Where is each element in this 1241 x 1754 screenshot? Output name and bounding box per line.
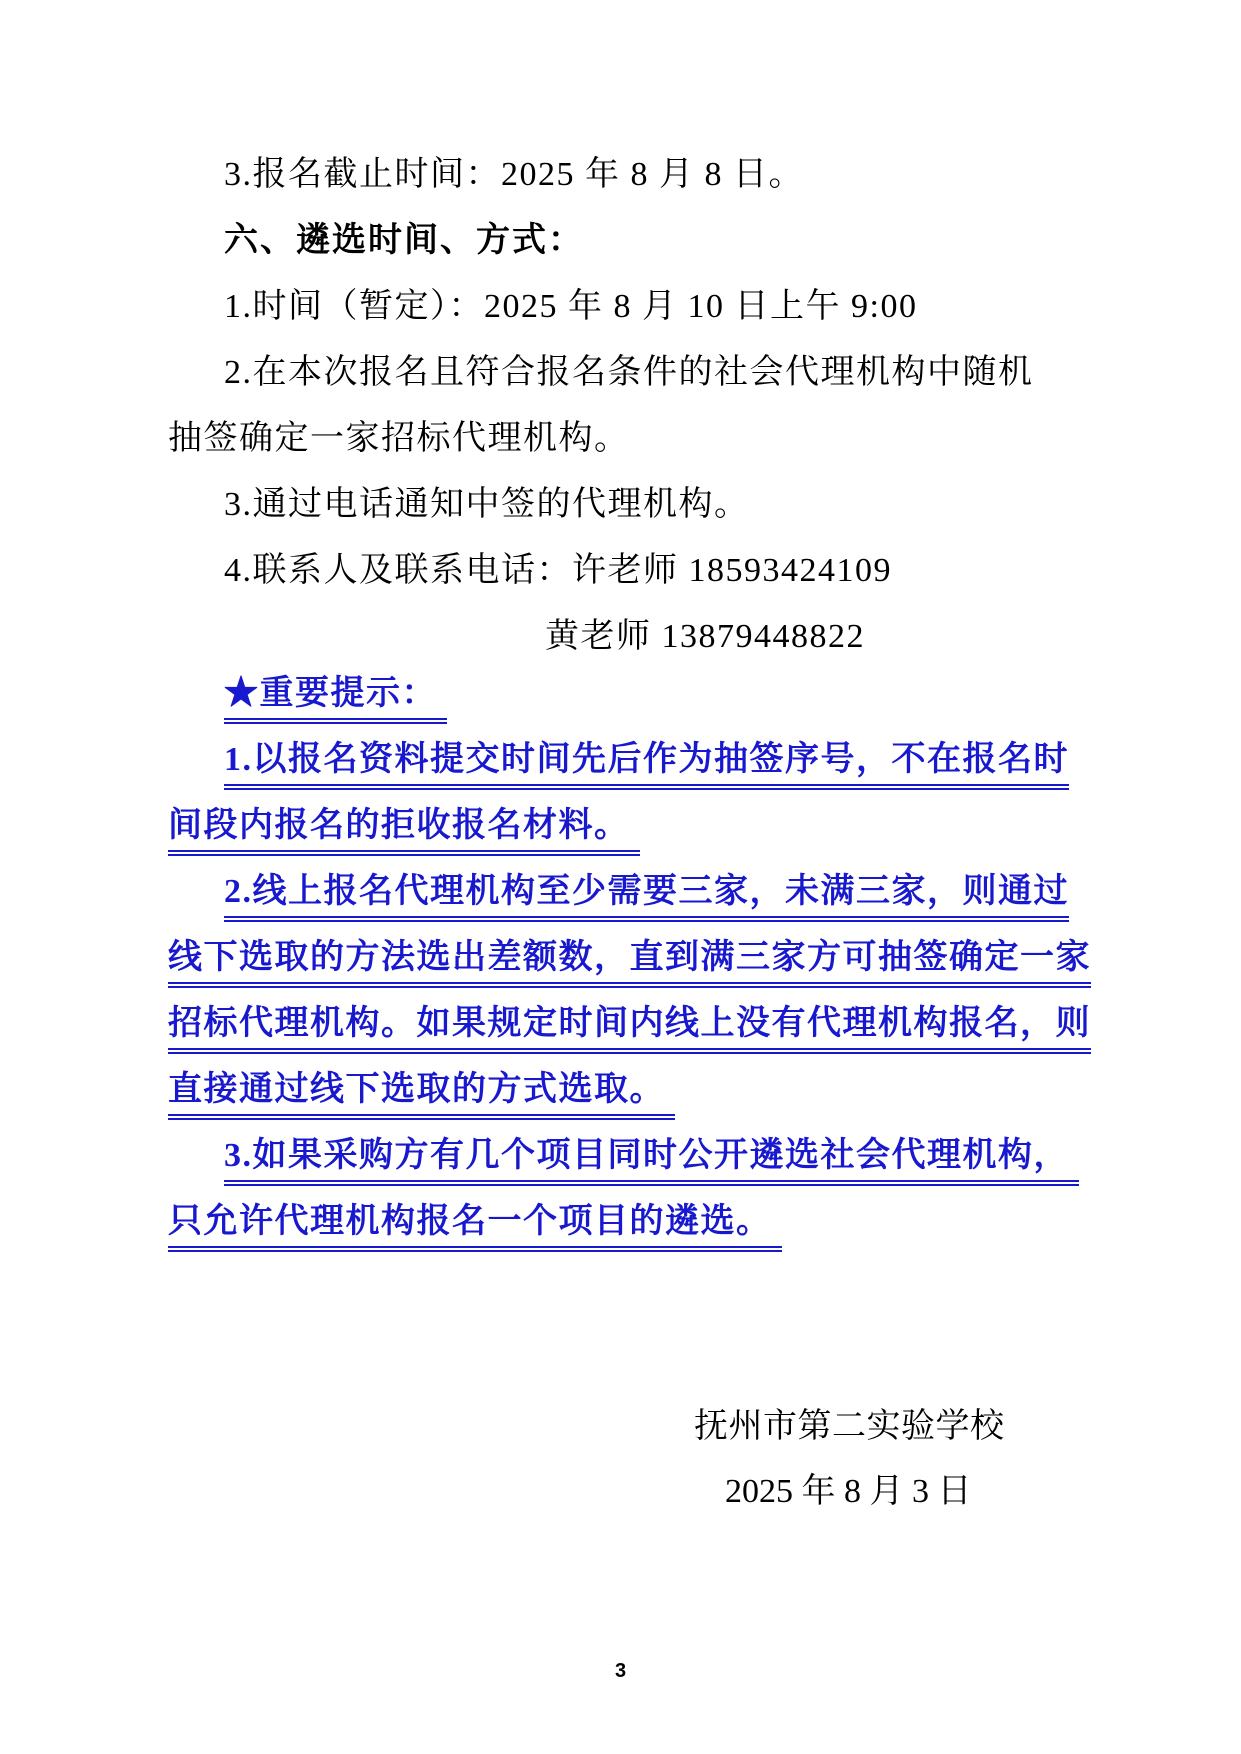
line-random-draw-1: 2.在本次报名且符合报名条件的社会代理机构中随机 bbox=[224, 353, 1034, 391]
line-contact-huang: 黄老师 13879448822 bbox=[545, 617, 865, 655]
line-notice-2b-underlined-text: 线下选取的方法选出差额数，直到满三家方可抽签确定一家 bbox=[168, 936, 1091, 988]
line-notice-3a-underlined-text: 3.如果采购方有几个项目同时公开遴选社会代理机构， bbox=[224, 1134, 1079, 1186]
line-contact-xu: 4.联系人及联系电话：许老师 18593424109 bbox=[224, 551, 892, 589]
line-notice-2d-underlined-text: 直接通过线下选取的方式选取。 bbox=[168, 1068, 675, 1120]
signature-organization: 抚州市第二实验学校 bbox=[694, 1408, 1005, 1445]
line-notice-3b-underlined-text: 只允许代理机构报名一个项目的遴选。 bbox=[168, 1200, 782, 1252]
line-notice-2a bbox=[168, 863, 1118, 929]
signature-date: 2025 年 8 月 3 日 bbox=[725, 1473, 972, 1510]
line-notice-1b-underlined-text: 间段内报名的拒收报名材料。 bbox=[168, 804, 640, 856]
line-notice-2a-underlined-text: 2.线上报名代理机构至少需要三家，未满三家，则通过 bbox=[224, 870, 1069, 922]
line-registration-deadline: 3.报名截止时间：2025 年 8 月 8 日。 bbox=[224, 155, 804, 193]
line-notice-3b bbox=[168, 1193, 1118, 1259]
line-notice-1a-underlined-text: 1.以报名资料提交时间先后作为抽签序号，不在报名时 bbox=[224, 738, 1069, 790]
page-number: 3 bbox=[614, 1660, 627, 1682]
line-notice-2d bbox=[168, 1061, 1118, 1127]
line-notice-2b bbox=[168, 929, 1118, 995]
line-notice-2c-underlined-text: 招标代理机构。如果规定时间内线上没有代理机构报名，则 bbox=[168, 1002, 1091, 1054]
line-selection-time: 1.时间（暂定）：2025 年 8 月 10 日上午 9:00 bbox=[224, 287, 918, 325]
line-phone-notify: 3.通过电话通知中签的代理机构。 bbox=[224, 485, 750, 523]
line-important-notice-title-underlined-text: ★重要提示： bbox=[224, 672, 447, 724]
section-heading-selection: 六、遴选时间、方式： bbox=[224, 220, 584, 259]
line-notice-1a bbox=[168, 731, 1118, 797]
line-random-draw-2: 抽签确定一家招标代理机构。 bbox=[168, 419, 630, 457]
line-notice-2c bbox=[168, 995, 1118, 1061]
line-important-notice-title bbox=[168, 665, 1118, 731]
line-notice-3a bbox=[168, 1127, 1118, 1193]
document-body bbox=[168, 137, 1118, 1259]
line-notice-1b bbox=[168, 797, 1118, 863]
